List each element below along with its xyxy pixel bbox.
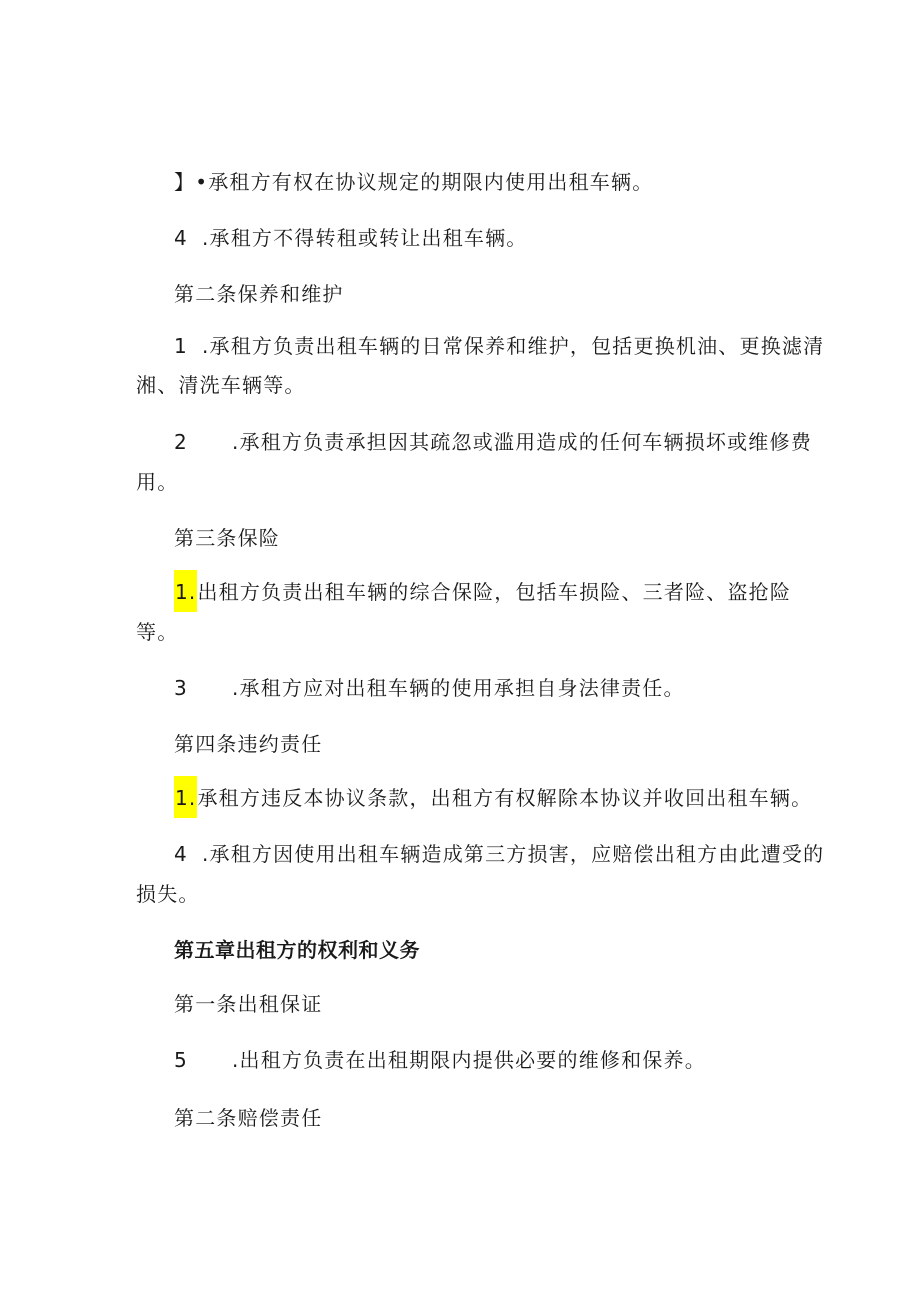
article-heading-maintenance [174, 282, 344, 306]
article-heading-compensation [174, 1106, 322, 1130]
clause-number: 4 [174, 842, 188, 866]
clause-text: .出租方负责在出租期限内提供必要的维修和保养。 [231, 1048, 706, 1072]
clause-text: 出租方负责出租车辆的综合保险，包括车损险、三者险、盗抢险 [197, 580, 792, 604]
clause-text: .承租方应对出租车辆的使用承担自身法律责任。 [231, 676, 685, 700]
clause-third-party-damage [174, 842, 824, 866]
clause-number: 3 [174, 676, 188, 700]
clause-continuation [136, 882, 200, 906]
clause-text-continued: 损失。 [136, 882, 200, 906]
clause-number: 2 [174, 430, 188, 454]
highlighted-clause-number: 1. [174, 776, 197, 818]
clause-comprehensive-insurance [174, 580, 791, 612]
clause-tenant-use-right [174, 170, 653, 194]
clause-lessor-maintenance [174, 1048, 706, 1072]
clause-text: .承租方负责承担因其疏忽或滥用造成的任何车辆损坏或维修费 [231, 430, 812, 454]
clause-continuation [136, 620, 178, 644]
article-title: 第二条保养和维护 [174, 282, 344, 306]
clause-termination [174, 786, 812, 818]
clause-text-continued: 等。 [136, 620, 179, 644]
article-title: 第二条赔偿责任 [174, 1106, 323, 1130]
article-heading-insurance [174, 526, 280, 550]
clause-text: .承租方因使用出租车辆造成第三方损害，应赔偿出租方由此遭受的 [201, 842, 825, 866]
clause-no-sublease [174, 226, 528, 250]
clause-text: 】•承租方有权在协议规定的期限内使用出租车辆。 [174, 170, 654, 194]
clause-text: .承租方不得转租或转让出租车辆。 [201, 226, 528, 250]
article-heading-lease-guarantee [174, 992, 322, 1016]
chapter-heading-lessor-rights [174, 938, 420, 962]
chapter-title: 第五章出租方的权利和义务 [174, 938, 420, 962]
clause-text-continued: 用。 [136, 470, 179, 494]
article-title: 第三条保险 [174, 526, 280, 550]
clause-text-continued: 湘、清洗车辆等。 [136, 373, 306, 397]
clause-text: 承租方违反本协议条款，出租方有权解除本协议并收回出租车辆。 [197, 786, 813, 810]
article-heading-breach [174, 732, 322, 756]
clause-continuation [136, 470, 178, 494]
clause-legal-liability [174, 676, 685, 700]
article-title: 第四条违约责任 [174, 732, 323, 756]
clause-number: 4 [174, 226, 188, 250]
article-title: 第一条出租保证 [174, 992, 323, 1016]
highlighted-clause-number: 1. [174, 570, 197, 612]
clause-daily-maintenance [174, 334, 824, 358]
clause-continuation [136, 373, 306, 397]
clause-number: 5 [174, 1048, 188, 1072]
clause-damage-costs [174, 430, 812, 454]
clause-text: .承租方负责出租车辆的日常保养和维护，包括更换机油、更换滤清 [201, 334, 825, 358]
clause-number: 1 [174, 334, 188, 358]
